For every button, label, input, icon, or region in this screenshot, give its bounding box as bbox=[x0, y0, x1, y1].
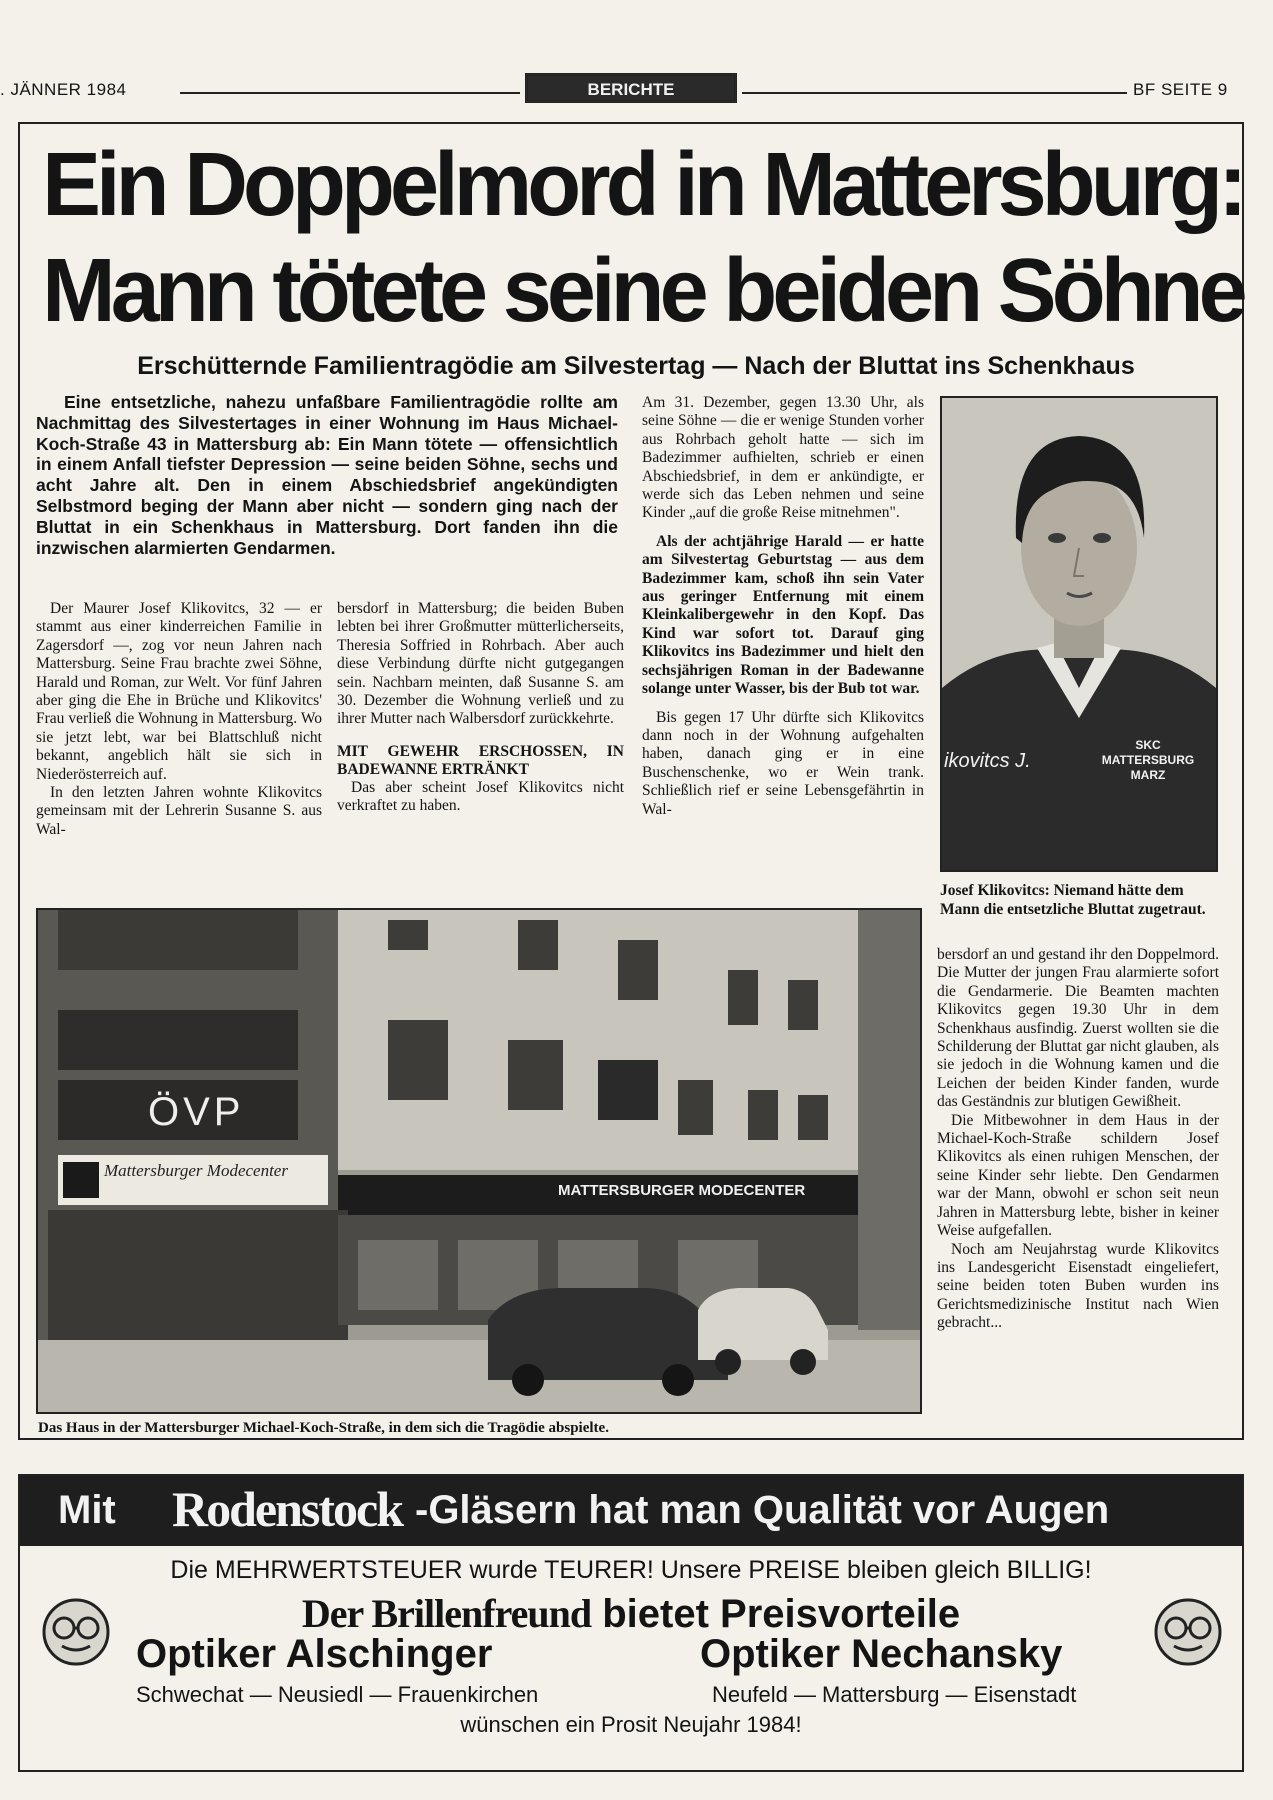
ad-banner-mit: Mit bbox=[58, 1488, 116, 1532]
column-3 bbox=[642, 394, 924, 819]
col4-paragraph-3: Noch am Neujahrstag wurde Klikovitcs ins Landesgericht Eisenstadt eingeliefert, seine beiden toten Buben wurden ins Gerichtsmedizinische Institut nach Wien gebracht... bbox=[937, 1240, 1219, 1332]
ad-brillenfreund-line bbox=[120, 1590, 1142, 1637]
col1-paragraph-1: Der Maurer Josef Klikovitcs, 32 — er stammt aus einer kinderreichen Familie in Zagersdorf —, zog vor neun Jahren nach Mattersburg. Seine Frau brachte zwei Söhne, Harald und Roman, zur Welt. Vor fünf Jahren aber ging die Ehe in Brüche und Klikovitcs' Frau verließ die Wohnung in Mattersburg. Wo sie jetzt lebt, war bei Blattschluß nicht bekannt, angeblich hält sie sich in Niederösterreich auf. bbox=[36, 600, 322, 783]
headline-line-1: Ein Doppelmord in Mattersburg: bbox=[42, 135, 1243, 235]
headline-line-2: Mann tötete seine beiden Söhne bbox=[42, 241, 1243, 341]
subheadline: Erschütternde Familientragödie am Silvestertag — Nach der Bluttat ins Schenkhaus bbox=[137, 352, 1135, 380]
optiker-alschinger: Optiker Alschinger bbox=[136, 1632, 493, 1676]
ad-banner-slogan: -Gläsern hat man Qualität vor Augen bbox=[415, 1488, 1110, 1532]
portrait-caption: Josef Klikovitcs: Niemand hätte dem Mann die entsetzliche Bluttat zugetraut. bbox=[940, 882, 1206, 918]
col3-paragraph-3: Bis gegen 17 Uhr dürfte sich Klikovitcs dann noch in der Wohnung aufgehalten haben, danach ging er in eine Buschenschenke, wo er Wein trank. Schließlich rief er seine Lebensgefährtin in Wal- bbox=[642, 708, 924, 818]
col2-paragraph-2: Das aber scheint Josef Klikovitcs nicht verkraftet zu haben. bbox=[337, 778, 624, 815]
header-rule-left bbox=[180, 92, 520, 94]
glasses-mascot-icon bbox=[1152, 1596, 1224, 1668]
col4-paragraph-2: Die Mitbewohner in dem Haus in der Michael-Koch-Straße schildern Josef Klikovitcs als einen ruhigen Menschen, der seine Kinder sehr liebte. Den Gendarmen war der Mann, obwohl er schon seit neun Jahren in Mattersburg lebte, bisher in keiner Weise aufgefallen. bbox=[937, 1111, 1219, 1240]
column-4 bbox=[937, 946, 1219, 1333]
optiker-nechansky: Optiker Nechansky bbox=[700, 1632, 1063, 1676]
ovp-sign: ÖVP bbox=[148, 1090, 245, 1134]
photo-caption: Das Haus in der Mattersburger Michael-Koch-Straße, in dem sich die Tragödie abspielte. bbox=[38, 1420, 609, 1436]
building-photo bbox=[36, 908, 922, 1414]
portrait-photo bbox=[940, 396, 1218, 872]
lead-paragraph: Eine entsetzliche, nahezu unfaßbare Familientragödie rollte am Nachmittag des Silvestertages in einer Wohnung im Haus Michael-Koch-Straße 43 in Mattersburg ab: Ein Mann tötete — offensichtlich in einem Anfall tiefster Depression — seine beiden Söhne, sechs und acht Jahre alt. Den in einem Abschiedsbrief angekündigten Selbstmord beging der Mann aber nicht — sondern ging nach der Bluttat in ein Schenkhaus in Mattersburg. Dort fanden ihn die inzwischen alarmierten Gendarmen. bbox=[36, 392, 618, 558]
col2-paragraph-1: bersdorf in Mattersburg; die beiden Buben lebten bei ihrer Großmutter mütterlicherseits, Theresia Soffried in Rohrbach. Aber auch diese Verbindung dürfte nicht gutgegangen sein. Nachbarn meinten, daß Susanne S. am 30. Dezember die Wohnung verließ und zu ihrer Mutter nach Walbersdorf zurückkehrte. bbox=[337, 600, 624, 728]
rodenstock-logo: Rodenstock bbox=[172, 1481, 403, 1537]
col1-paragraph-2: In den letzten Jahren wohnte Klikovitcs gemeinsam mit der Lehrerin Susanne S. aus Wal- bbox=[36, 784, 322, 838]
column-1 bbox=[36, 600, 322, 839]
portrait-illustration bbox=[942, 398, 1216, 870]
header-rule-right bbox=[742, 92, 1127, 94]
towns-alschinger: Schwechat — Neusiedl — Frauenkirchen bbox=[136, 1682, 539, 1707]
col3-paragraph-1: Am 31. Dezember, gegen 13.30 Uhr, als seine Söhne — die er wenige Stunden vorher aus Rohrbach geholt hatte — sich im Badezimmer aufhielten, schrieb er einen Abschiedsbrief, in dem er ankündigte, er werde sich das Leben nehmen und seine Kinder „auf die große Reise mitnehmen". bbox=[642, 394, 924, 522]
ad-tax-line: Die MEHRWERTSTEUER wurde TEURER! Unsere PREISE bleiben gleich BILLIG! bbox=[170, 1556, 1092, 1584]
glasses-mascot-icon bbox=[40, 1596, 112, 1668]
page-number: BF SEITE 9 bbox=[1133, 80, 1228, 99]
col4-paragraph-1: bersdorf an und gestand ihr den Doppelmord. Die Mutter der jungen Frau alarmierte sofort die Gendarmerie. Die Beamten machten Klikovitcs gegen 19.30 Uhr in dem Schenkhaus ausfindig. Zuerst wollten sie die Schilderung der Bluttat gar nicht glauben, als sie jedoch in die Wohnung kamen und die Leichen der beiden Kinder fanden, wurde das Geständnis zur blutigen Gewißheit. bbox=[937, 946, 1219, 1111]
brillenfreund-brand: Der Brillenfreund bbox=[301, 1591, 592, 1636]
section-badge: BERICHTE bbox=[525, 73, 737, 103]
storefront-sign: MATTERSBURGER MODECENTER bbox=[558, 1182, 806, 1199]
ad-banner bbox=[20, 1476, 1242, 1546]
shirt-name: ikovitcs J. bbox=[944, 750, 1031, 772]
col2-subhead: MIT GEWEHR ERSCHOSSEN, IN BADEWANNE ERTRÄNKT bbox=[337, 742, 624, 778]
col3-paragraph-2: Als der achtjährige Harald — er hatte am Silvestertag Geburtstag — aus dem Badezimmer kam, schoß ihn sein Vater aus geringer Entfernung mit einem Kleinkalibergewehr in den Kopf. Das Kind war sofort tot. Darauf ging Klikovitcs ins Badezimmer und hielt den sechsjährigen Roman in der Badewanne solange unter Wasser, bis der Bub tot war. bbox=[642, 532, 924, 698]
brillenfreund-slogan: bietet Preisvorteile bbox=[591, 1592, 961, 1636]
club-badge: SKC MATTERSBURG MARZ bbox=[1101, 738, 1195, 782]
ad-new-year-wish: wünschen ein Prosit Neujahr 1984! bbox=[460, 1712, 802, 1737]
modecenter-sign: Mattersburger Modecenter bbox=[104, 1161, 288, 1180]
issue-date: . JÄNNER 1984 bbox=[0, 80, 127, 99]
column-2 bbox=[337, 600, 624, 816]
towns-nechansky: Neufeld — Mattersburg — Eisenstadt bbox=[712, 1682, 1077, 1707]
